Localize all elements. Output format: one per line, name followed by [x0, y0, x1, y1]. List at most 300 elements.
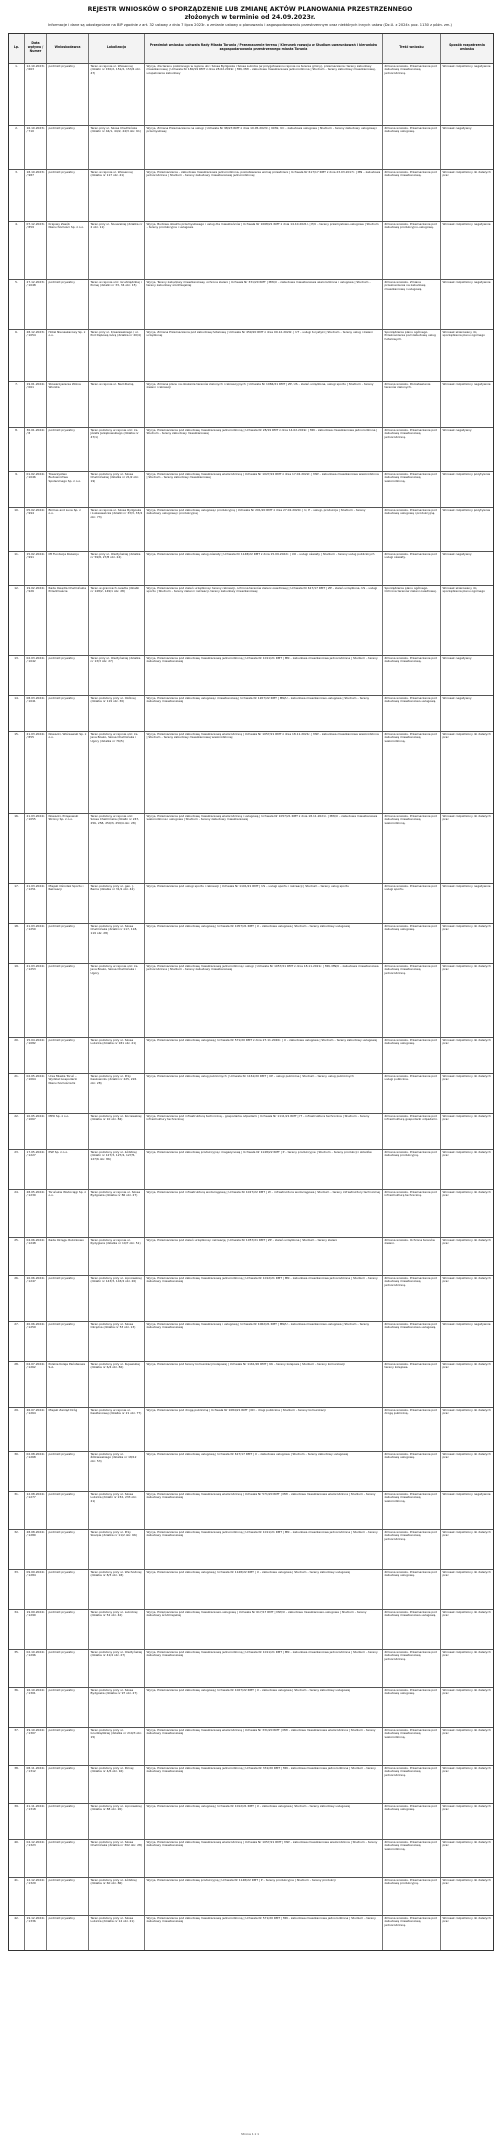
- cell-content: Wyrys, Przeznaczenie pod zabudowę usługową | Uchwała Nr 571/20 RMT z dnia 27.11.2020r. | U – zabudowa usługowa | Studium – tereny zabudowy usługowej: [145, 1038, 383, 1073]
- cell-content: Wyrys, Przeznaczenie pod zabudowę mieszkaniową jednorodzinną i usługi | Uchwała Nr 1057/21 RMT z dnia 18.11.2021r. | MN, MN/U – zabudowa mieszkaniowa jednorodzinna | Studium – tereny zabudowy mieszkaniowej: [145, 964, 383, 1037]
- cell-answer: Zmiana wniosku. Przeznaczenie pod zabudowę produkcyjno-usługową.: [383, 222, 441, 279]
- cell-answer: Zmiana wniosku. Przeznaczenie pod zabudowę mieszkaniową wielorodzinną.: [383, 1492, 441, 1529]
- cell-date: 20.06.2024r. / 1259: [25, 1322, 47, 1361]
- cell-answer: Zmiana wniosku. Przeznaczenie pod zabudowę mieszkaniową wielorodzinną.: [383, 732, 441, 813]
- cell-lp: 19.: [9, 964, 25, 1037]
- cell-lp: 41.: [9, 1878, 25, 1915]
- table-row: [9, 656, 493, 696]
- cell-date: 05.02.2024r. / 994: [25, 508, 47, 551]
- cell-lp: 14.: [9, 696, 25, 731]
- cell-content: Wyrys, Przeznaczenie pod zabudowę usługową | Uchwała Nr 1012/21 RMT | U – zabudowa usługowa | Studium – tereny zabudowy usługowej: [145, 1804, 383, 1839]
- cell-applicant: podmiot prywatny: [47, 126, 89, 169]
- cell-location: Teren w rejonie ul. Szosa Bydgoska i Łukasiewicza (działki nr 33/3, 33/4 obr. 73): [89, 508, 145, 551]
- cell-answer: Sporządzenie planu ogólnego. Ochrona terenów zieleni osiedlowej.: [383, 586, 441, 655]
- cell-method: Wniosek rozpatrzony negatywnie: [442, 63, 491, 68]
- table-row: [9, 586, 493, 656]
- cell-answer: Zmiana wniosku. Przeznaczenie pod zabudowę usługową.: [383, 1570, 441, 1609]
- cell-location: Teren położony w rejonie ulic: ks. Jana Bosko, Szosa Chełmińska i Ugory: [89, 964, 145, 1037]
- cell-location: Teren w granicach osiedla (działki nr 148/2, 149/1 obr. 28): [89, 586, 145, 655]
- table-row: [9, 1074, 493, 1114]
- cell-location: Teren położony w rejonie ul. Rydygiera (działka nr 10/7 obr. 51): [89, 1238, 145, 1275]
- cell-answer: Zmiana wniosku. Przeznaczenie pod zabudowę mieszkaniową jednorodzinną.: [383, 64, 441, 125]
- document-header: [8, 6, 492, 28]
- cell-content: Wyrys, Przeznaczenie pod zabudowę mieszkaniową wielorodzinną | Uchwała Nr 331/20 RMT | MW – zabudowa mieszkaniowa wielorodzinna | Studium – tereny zabudowy mieszkaniowej: [145, 1728, 383, 1765]
- cell-location: Teren położony przy ul. Łódzkiej (działka nr 60 obr. 86): [89, 1878, 145, 1915]
- cell-lp: 8.: [9, 428, 25, 471]
- cell-answer: Zmiana wniosku. Przeznaczenie pod zabudowę mieszkaniową jednorodzinną.: [383, 1766, 441, 1803]
- cell-date: 02.05.2024r. / 1064: [25, 1074, 47, 1113]
- cell-answer: Zmiana wniosku. Ochrona terenów zieleni.: [383, 1238, 441, 1275]
- cell-location: Teren położony przy ul. gen. J. Bema (działka nr 31/1 obr. 42): [89, 884, 145, 923]
- cell-date: 19.01.2024r. / 061: [25, 382, 47, 427]
- cell-applicant: podmiot prywatny: [47, 280, 89, 329]
- cell-answer: Zmiana wniosku. Przeznaczenie pod zabudowę mieszkaniową jednorodzinną.: [383, 964, 441, 1037]
- cell-content: Wyrys, Przeznaczenie – zabudowa mieszkaniowa jednorodzinna, pozostawienie wolnej przestrzeni | Uchwała Nr 617/17 RMT z dnia 23.03.2017r. | MN – zabudowa jednorodzinna | Studium – tereny zabudowy mieszkaniowej jednorodzinnej: [145, 170, 383, 221]
- cell-lp: 11.: [9, 552, 25, 585]
- table-row: [9, 222, 493, 280]
- cell-method: Wniosek rozpatrzony do dalszych prac: [442, 1877, 491, 1886]
- cell-applicant: podmiot prywatny: [47, 1728, 89, 1765]
- table-row: [9, 814, 493, 884]
- cell-method: Wniosek rozpatrzony do dalszych prac: [442, 1529, 491, 1538]
- cell-content: Wyrys, Przeznaczenie pod zabudowę mieszkaniową jednorodzinną | Uchwała Nr 1011/21 RMT | MN – zabudowa mieszkaniowa jednorodzinna | Studium – tereny zabudowy mieszkaniowej: [145, 1530, 383, 1569]
- cell-location: Teren położony przy ul. Olsztyńskiej (działka nr 41/4 obr. 27): [89, 1650, 145, 1687]
- cell-date: 16.10.2023r. / 710: [25, 126, 47, 169]
- cell-applicant: Miejski Ośrodek Sportu i Rekreacji: [47, 884, 89, 923]
- cell-date: 21.03.2024r. / 1253: [25, 964, 47, 1037]
- cell-applicant: MPO Sp. z o.o.: [47, 1114, 89, 1149]
- cell-answer: Zmiana wniosku. Przeznaczenie pod zabudowę usługową.: [383, 1804, 441, 1839]
- cell-method: Wniosek negatywny: [442, 655, 472, 660]
- cell-content: Wyrys, Przeznaczenie pod zabudowę usługową i mieszkaniową | Uchwała Nr 1207/22 RMT | MN/U – zabudowa mieszkaniowo-usługowa | Studium – tereny zabudowy mieszkaniowej: [145, 696, 383, 731]
- cell-answer: Zmiana wniosku. Przeznaczenie pod zabudowę mieszkaniową jednorodzinną.: [383, 428, 441, 471]
- cell-location: Teren położony przy ul. Szosa Lubicka (działka nr 181 obr. 21): [89, 1038, 145, 1073]
- cell-answer: Zmiana wniosku. Przeznaczenie pod usługi sportu.: [383, 884, 441, 923]
- cell-content: Wyrys, Przeznaczenie pod zabudowę usługową | Uchwała Nr 1148/22 RMT | U – zabudowa usługowa | Studium – tereny zabudowy usługowej: [145, 1570, 383, 1609]
- cell-location: Teren przy ul. Kraszewskiego / ul. Pod Dębową Górą (działka nr 20/4): [89, 330, 145, 381]
- cell-location: Teren położony przy ul. Szosa Chełmińska (działka nr 302 obr. 28): [89, 1840, 145, 1877]
- cell-location: Teren położony przy ul. Przy Kaszowniku (działki nr 225, 226 obr. 28): [89, 1074, 145, 1113]
- cell-applicant: podmiot prywatny: [47, 964, 89, 1037]
- table-row: [9, 472, 493, 508]
- cell-location: Teren położony przy ul. Wschodniej (działka nr 8/3 obr. 18): [89, 1570, 145, 1609]
- cell-method: Wniosek rozpatrzony do dalszych prac: [442, 1839, 491, 1848]
- cell-applicant: podmiot prywatny: [47, 1530, 89, 1569]
- cell-date: 21.03.2024r. / 855: [25, 732, 47, 813]
- cell-method: Wniosek rozpatrzony negatywnie: [442, 1491, 491, 1496]
- cell-answer: Zmiana wniosku. Przeznaczenie pod zabudowę produkcyjną.: [383, 1150, 441, 1189]
- table-row: [9, 1840, 493, 1878]
- cell-location: Teren położony przy ul. Przy Skarpie (działka nr 11/2 obr. 66): [89, 1530, 145, 1569]
- cell-date: 21.03.2024r. / 1250: [25, 924, 47, 963]
- cell-content: Wyrys, Przeznaczenie pod zabudowę mieszkaniową wielorodzinną | Uchwała Nr 571/20 RMT | MW – zabudowa mieszkaniowa wielorodzinna | Studium – tereny zabudowy mieszkaniowej: [145, 1492, 383, 1529]
- cell-lp: 23.: [9, 1150, 25, 1189]
- cell-lp: 10.: [9, 508, 25, 551]
- cell-applicant: Towarzystwo Budownictwa Społecznego Sp. z o.o.: [47, 472, 89, 507]
- cell-lp: 29.: [9, 1408, 25, 1451]
- cell-content: Wyrys, Przeznaczenie pod tereny komunikacji kolejowej | Uchwała Nr 1161/20 RMT | KK – tereny kolejowe | Studium – tereny komunikacji: [145, 1362, 383, 1407]
- cell-content: Wyrys, Przeznaczenie pod zabudowę mieszkaniową jednorodzinną | Uchwała Nr 571/20 RMT | MN – zabudowa mieszkaniowa jednorodzinna | Studium – tereny zabudowy mieszkaniowej: [145, 1916, 383, 1950]
- cell-lp: 13.: [9, 656, 25, 695]
- cell-lp: 4.: [9, 222, 25, 279]
- cell-answer: Zmiana wniosku. Przeznaczenie pod zabudowę mieszkaniową.: [383, 170, 441, 221]
- cell-date: 10.05.2024r. / 1067: [25, 1114, 47, 1149]
- cell-lp: 40.: [9, 1840, 25, 1877]
- table-row: [9, 428, 493, 472]
- table-row: [9, 1804, 493, 1840]
- cell-method: Wniosek rozpatrzony do dalszych prac: [442, 1149, 491, 1158]
- cell-date: 02.10.2024r. / 1296: [25, 1650, 47, 1687]
- cell-date: 04.12.2024r. / 1323: [25, 1840, 47, 1877]
- cell-date: 07.12.2023r. / 859: [25, 222, 47, 279]
- cell-applicant: podmiot prywatny: [47, 64, 89, 125]
- cell-method: Wniosek skierowany do sporządzenia planu ogólnego: [442, 329, 485, 338]
- cell-location: Teren w rejonie ulic: Grudziądzkiej i Polnej (działki nr 33, 34 obr. 15): [89, 280, 145, 329]
- cell-content: Wyrys, Przeznaczenie pod zabudowę produkcyjną | Uchwała Nr 1148/22 RMT | P – tereny produkcyjne | Studium – tereny produkcji: [145, 1878, 383, 1915]
- cell-location: Teren położony przy ul. Łódzkiej (działki nr 127/3, 127/4, 127/5, 127/6 obr. 86): [89, 1150, 145, 1189]
- table-row: [9, 1276, 493, 1322]
- cell-content: Wyrys, Przeznaczenie pod zabudowę usługową | Uchwała Nr 1027/22 RMT | U – zabudowa usługowa | Studium – tereny zabudowy usługowej: [145, 1688, 383, 1727]
- cell-date: 10.06.2024r. / 1247: [25, 1276, 47, 1321]
- cell-lp: 32.: [9, 1530, 25, 1569]
- cell-applicant: Polskie Koleje Państwowe S.A.: [47, 1362, 89, 1407]
- cell-location: Teren położony przy ul. Lipnowskiej (działka nr 88 obr. 20): [89, 1804, 145, 1839]
- cell-date: 12.08.2024r. / 1277: [25, 1492, 47, 1529]
- cell-lp: 28.: [9, 1362, 25, 1407]
- cell-lp: 20.: [9, 1038, 25, 1073]
- cell-applicant: podmiot prywatny: [47, 656, 89, 695]
- cell-lp: 42.: [9, 1916, 25, 1950]
- table-row: [9, 964, 493, 1038]
- cell-date: 27.12.2023r. / 1048: [25, 280, 47, 329]
- cell-location: Teren przy ul. Szosa Chełmińska (działki nr 44/1, 44/2, 44/3 obr. 61): [89, 126, 145, 169]
- cell-lp: 25.: [9, 1238, 25, 1275]
- cell-answer: Zmiana wniosku. Zmiana przeznaczenia na zabudowę mieszkaniową i usługową.: [383, 280, 441, 329]
- cell-applicant: Birmes and Lune Sp. z o.o.: [47, 508, 89, 551]
- cell-answer: Zmiana wniosku. Przeznaczenie pod zabudowę usługową.: [383, 924, 441, 963]
- cell-date: 28.12.2023r. / 1054: [25, 330, 47, 381]
- cell-date: 26.07.2024r. / 1264: [25, 1408, 47, 1451]
- table-row: [9, 1492, 493, 1530]
- cell-method: Wniosek rozpatrzony do dalszych prac: [442, 1451, 491, 1460]
- table-row: [9, 1878, 493, 1916]
- cell-applicant: podmiot prywatny: [47, 1610, 89, 1649]
- cell-date: 16.10.2024r. / 1301: [25, 1688, 47, 1727]
- cell-date: 09.09.2024r. / 1284: [25, 1570, 47, 1609]
- table-row: [9, 280, 493, 330]
- cell-content: Wyrys, Przeznaczenie pod zabudowę mieszkaniową wielorodzinną i usługową | Uchwała Nr 1057/21 RMT z dnia 18.11.2021r. | MW/U – zabudowa mieszkaniowa wielorodzinna i usługowa | Studium – tereny zabudowy mieszkaniowej: [145, 814, 383, 883]
- column-header-lp: Lp.: [9, 34, 25, 63]
- table-row: [9, 924, 493, 964]
- cell-location: Teren położony w rejonie ul. Kasztanowej (działka nr 21 obr. 77): [89, 1408, 145, 1451]
- cell-method: Wniosek rozpatrzony do dalszych prac: [442, 1687, 491, 1696]
- cell-applicant: podmiot prywatny: [47, 1766, 89, 1803]
- table-row: [9, 1322, 493, 1362]
- cell-location: Teren położony w rejonie ul. Szosa Bydgoska (działka nr 86 obr. 27): [89, 1190, 145, 1237]
- cell-method: Wniosek rozpatrzony do dalszych prac: [442, 1649, 491, 1658]
- cell-location: Teren w rejonie ul. Nad Zielną: [89, 382, 145, 427]
- cell-answer: Zmiana wniosku. Pozostawienie terenów zielonych.: [383, 382, 441, 427]
- column-header-date: Data wpływu / Numer: [25, 34, 47, 63]
- cell-location: Teren położony przy ul. Lipnowskiej (działki nr 143/3, 143/4 obr. 20): [89, 1276, 145, 1321]
- cell-location: Teren położony przy ul. Kociewskiej (działka nr 10 obr. 84): [89, 1114, 145, 1149]
- table-row: [9, 1190, 493, 1238]
- cell-applicant: podmiot prywatny: [47, 924, 89, 963]
- cell-applicant: podmiot prywatny: [47, 1878, 89, 1915]
- table-row: [9, 1362, 493, 1408]
- cell-lp: 17.: [9, 884, 25, 923]
- table-row: [9, 696, 493, 732]
- cell-applicant: podmiot prywatny: [47, 1916, 89, 1950]
- cell-lp: 33.: [9, 1570, 25, 1609]
- cell-method: Wniosek rozpatrzony do dalszych prac: [442, 1569, 491, 1578]
- cell-applicant: podmiot prywatny: [47, 428, 89, 471]
- cell-date: 12.12.2024r. / 1329: [25, 1878, 47, 1915]
- cell-location: Teren położony przy ul. Lubickiej (działka nr 52 obr. 42): [89, 1610, 145, 1649]
- cell-location: Teren położony przy ul. Szosa Okrężna (działka nr 53 obr. 13): [89, 1322, 145, 1361]
- cell-method: Wniosek rozpatrzony do dalszych prac: [442, 1609, 491, 1618]
- cell-answer: Zmiana wniosku. Przeznaczenie pod zabudowę mieszkaniową wielorodzinną.: [383, 814, 441, 883]
- cell-method: Wniosek rozpatrzony do dalszych prac: [442, 1407, 491, 1416]
- cell-applicant: Miejski Zarząd Dróg: [47, 1408, 89, 1451]
- table-row: [9, 1114, 493, 1150]
- cell-lp: 24.: [9, 1190, 25, 1237]
- cell-applicant: podmiot prywatny: [47, 1038, 89, 1073]
- column-header-method: Sposób rozpatrzenia wniosku: [449, 43, 485, 52]
- cell-method: Wniosek rozpatrzony pozytywnie: [442, 507, 491, 512]
- cell-method: Wniosek rozpatrzony do dalszych prac: [442, 1765, 491, 1774]
- cell-applicant: podmiot prywatny: [47, 1276, 89, 1321]
- cell-content: Wyrys, Przeznaczenie pod zabudowę mieszkaniową jednorodzinną | Uchwała Nr 1012/21 RMT | MN – zabudowa mieszkaniowa jednorodzinna | Studium – tereny zabudowy mieszkaniowej: [145, 1276, 383, 1321]
- cell-lp: 5.: [9, 280, 25, 329]
- cell-applicant: Rada Okręgu Rubinkowo: [47, 1238, 89, 1275]
- cell-date: 04.06.2024r. / 1248: [25, 1238, 47, 1275]
- cell-date: 02.08.2024r. / 1268: [25, 1452, 47, 1491]
- cell-method: Wniosek rozpatrzony pozytywnie: [442, 471, 491, 476]
- cell-applicant: Rada Osiedla Chełmińskie Przedmieście: [47, 586, 89, 655]
- cell-location: Teren położony w rejonie ulic: ks. Józefa Jarzębowskiego (działka nr 47/1): [89, 428, 145, 471]
- cell-applicant: Nowacki, Przęsowski Stroiny Sp. z o.o.: [47, 814, 89, 883]
- cell-lp: 9.: [9, 472, 25, 507]
- cell-applicant: podmiot prywatny: [47, 1322, 89, 1361]
- cell-location: Teren położony przy ul. Kujawskiej (działka nr 6/4 obr. 82): [89, 1362, 145, 1407]
- cell-content: Wyrys, Zmiana Przeznaczenia na usługi | Uchwała Nr 98/23 RMT z dnia 10.05.2023r. | KDW, UC – zabudowa usługowa | Studium – tereny zabudowy usługowej i przemysłowej: [145, 126, 383, 169]
- cell-applicant: Krajowy Zasób Nieruchomości Sp. z o.o.: [47, 222, 89, 279]
- cell-method: Wniosek rozpatrzony do dalszych prac: [442, 1189, 491, 1198]
- cell-location: Teren położony przy ul. Szosa Chełmińska (działki nr 117, 118, 119 obr. 28): [89, 924, 145, 963]
- cell-content: Wyrys, Przeznaczenie pod zabudowę usługową | Uchwała Nr 1057/21 RMT | U – zabudowa usługowa | Studium – tereny zabudowy usługowej: [145, 924, 383, 963]
- cell-applicant: Mt Fundacja Rozwoju: [47, 552, 89, 585]
- cell-method: Wniosek rozpatrzony do dalszych prac: [442, 1113, 491, 1122]
- cell-method: Wniosek rozpatrzony do dalszych prac: [442, 731, 491, 740]
- cell-location: Teren przy ul. Ślusarskiej (działka nr 2 obr. 11): [89, 222, 145, 279]
- cell-answer: Zmiana wniosku. Przeznaczenie pod zabudowę mieszkaniową jednorodzinną.: [383, 1650, 441, 1687]
- cell-answer: Zmiana wniosku. Przeznaczenie pod zabudowę mieszkaniową wielorodzinną.: [383, 1840, 441, 1877]
- cell-date: 04.07.2024r. / 1262: [25, 1362, 47, 1407]
- cell-content: Wyrys, Przeznaczenie pod zabudowę mieszkaniową jednorodzinną | Uchwała Nr 1011/21 RMT | MN – zabudowa mieszkaniowa jednorodzinna | Studium – tereny zabudowy mieszkaniowej: [145, 1650, 383, 1687]
- cell-method: Wniosek rozpatrzony do dalszych prac: [442, 1037, 491, 1046]
- cell-location: Teren położony w rejonie ulic: ks. Jana Bosko, Szosa Chełmińska i Ugory (działka nr 76/5): [89, 732, 145, 813]
- table-row: [9, 552, 493, 586]
- cell-answer: Sporządzenie planu ogólnego. Przeznaczenie pod zabudowę usług hotelowych.: [383, 330, 441, 381]
- cell-location: Teren przy ul. Olsztyńskiej (działka nr 59/8, 27/8 obr. 24): [89, 552, 145, 585]
- cell-applicant: Nowacki, Wiśniewski Sp. z o.o.: [47, 732, 89, 813]
- cell-method: Wniosek rozpatrzony do dalszych prac: [442, 1361, 491, 1370]
- cell-lp: 7.: [9, 382, 25, 427]
- cell-applicant: Hotel Nienaskarowy Sp. z o.o.: [47, 330, 89, 381]
- cell-content: Wyrys, Przeznaczenie pod infrastrukturę wodociągową | Uchwała Nr 1027/22 RMT | W – infrastruktura wodociągowa | Studium – tereny infrastruktury technicznej: [145, 1190, 383, 1237]
- table-row: [9, 170, 493, 222]
- cell-applicant: Stowarzyszenie Wolna Wiorsta: [47, 382, 89, 427]
- cell-method: Wniosek rozpatrzony do dalszych prac: [442, 1727, 491, 1736]
- cell-date: 21.11.2024r. / 1318: [25, 1804, 47, 1839]
- cell-content: Wyrys, Przeznaczenie pod zabudowę mieszkaniową jednorodzinną | Uchwała Nr 331/20 RMT | MN – zabudowa mieszkaniowa jednorodzinna | Studium – tereny zabudowy mieszkaniowej: [145, 1766, 383, 1803]
- cell-applicant: podmiot prywatny: [47, 170, 89, 221]
- cell-location: Teren położony przy ul. Polnej (działka nr 4/6 obr. 16): [89, 1766, 145, 1803]
- cell-answer: Zmiana wniosku. Przeznaczenie pod zabudowę mieszkaniowo-usługową.: [383, 1322, 441, 1361]
- cell-content: Wyrys, Przeznaczenie pod zabudowę mieszkaniową jednorodzinną | Uchwała Nr 28/19 RMT z dnia 14.02.2019r. | MN – zabudowa mieszkaniowa jednorodzinna | Studium – tereny zabudowy mieszkaniowej: [145, 428, 383, 471]
- cell-answer: Zmiana wniosku. Przeznaczenie pod zabudowę usługową.: [383, 1452, 441, 1491]
- cell-content: Wyrys, Przeznaczenie pod zabudowę mieszkaniową jednorodzinną | Uchwała Nr 1011/21 RMT | MN – zabudowa mieszkaniowa jednorodzinna | Studium – tereny zabudowy mieszkaniowej: [145, 656, 383, 695]
- table-row: [9, 1452, 493, 1492]
- cell-answer: Zmiana wniosku. Przeznaczenie pod zabudowę mieszkaniową wielorodzinną.: [383, 472, 441, 507]
- cell-answer: Zmiana wniosku. Przeznaczenie pod zabudowę produkcyjną.: [383, 1878, 441, 1915]
- cell-method: Wniosek rozpatrzony do dalszych prac: [442, 1803, 491, 1812]
- page-footer: Strona 1 z 1: [240, 2132, 260, 2136]
- cell-lp: 34.: [9, 1610, 25, 1649]
- cell-method: Wniosek negatywny: [442, 125, 472, 130]
- cell-lp: 18.: [9, 924, 25, 963]
- cell-method: Wniosek rozpatrzony negatywnie: [442, 279, 491, 284]
- cell-date: 21.03.2024r. / 1055: [25, 814, 47, 883]
- cell-answer: Zmiana wniosku. Przeznaczenie pod zabudowę usługową.: [383, 126, 441, 169]
- cell-answer: Zmiana wniosku. Przeznaczenie pod infrastrukturę techniczną.: [383, 1190, 441, 1237]
- document-title: REJESTR WNIOSKÓW O SPORZĄDZENIE LUB ZMIANĘ AKTÓW PLANOWANIA PRZESTRZENNEGO: [87, 6, 413, 13]
- cell-answer: Zmiana wniosku. Przeznaczenie pod usługi publiczne.: [383, 1074, 441, 1113]
- table-row: [9, 330, 493, 382]
- cell-date: 30.01.2024r. / 8: [25, 428, 47, 471]
- cell-method: Wniosek rozpatrzony do dalszych prac: [442, 1275, 491, 1284]
- cell-answer: Zmiana wniosku. Przeznaczenie pod zabudowę mieszkaniową wielorodzinną.: [383, 1728, 441, 1765]
- cell-answer: Zmiana wniosku. Przeznaczenie pod zabudowę usługową i produkcyjną.: [383, 508, 441, 551]
- cell-date: 12.10.2023r. / 663: [25, 64, 47, 125]
- cell-answer: Zmiana wniosku. Przeznaczenie pod zabudowę mieszkaniową jednorodzinną.: [383, 1276, 441, 1321]
- cell-method: Wniosek rozpatrzony negatywnie: [442, 1321, 491, 1326]
- cell-applicant: Unia Miasta Toruń – Wydział Gospodarki Nieruchomościami: [47, 1074, 89, 1113]
- cell-date: 15.04.2024r. / 1082: [25, 1038, 47, 1073]
- table-row: [9, 508, 493, 552]
- cell-applicant: Toruńskie Wodociągi Sp. z o.o.: [47, 1190, 89, 1237]
- table-row: [9, 1728, 493, 1766]
- cell-applicant: podmiot prywatny: [47, 1570, 89, 1609]
- register-table: [8, 33, 494, 1951]
- cell-method: Wniosek rozpatrzony do dalszych prac: [442, 1237, 491, 1246]
- cell-location: Teren w rejonie ul. Wiosennej (działka nr 117 obr. 41): [89, 170, 145, 221]
- cell-lp: 31.: [9, 1492, 25, 1529]
- cell-lp: 26.: [9, 1276, 25, 1321]
- cell-lp: 1.: [9, 64, 25, 125]
- cell-answer: Zmiana wniosku. Przeznaczenie pod zabudowę usługową.: [383, 1688, 441, 1727]
- cell-lp: 6.: [9, 330, 25, 381]
- cell-date: 08.11.2024r. / 1312: [25, 1766, 47, 1803]
- column-header-applicant: Wnioskodawca: [47, 34, 89, 63]
- cell-method: Wniosek rozpatrzony do dalszych prac: [442, 923, 491, 932]
- table-row: [9, 1238, 493, 1276]
- cell-content: Wyrys, Przeznaczenie pod zabudowę usługową i produkcyjną | Uchwała Nr 201/20 RMT z dnia 27.02.2020r. | U, P – usługi, produkcja | Studium – tereny zabudowy usługowej i produkcyjnej: [145, 508, 383, 551]
- cell-location: Teren w rejonie ul. Wiosennej (działki nr 150/2, 151/2, 153/4 obr. 47): [89, 64, 145, 125]
- cell-date: 15.02.2024r. / 991: [25, 552, 47, 585]
- cell-method: Wniosek negatywny: [442, 695, 472, 700]
- cell-answer: Zmiana wniosku. Przeznaczenie pod zabudowę usługową.: [383, 1038, 441, 1073]
- column-header-location: Lokalizacja: [89, 34, 145, 63]
- cell-location: Teren położony przy ul. Szosa Lubicka (działka nr 14 obr. 21): [89, 1916, 145, 1950]
- cell-method: Wniosek rozpatrzony do dalszych prac: [442, 1915, 491, 1924]
- cell-method: Wniosek negatywny: [442, 551, 472, 556]
- cell-answer: Zmiana wniosku. Przeznaczenie pod zabudowę mieszkaniową jednorodzinną.: [383, 1530, 441, 1569]
- cell-lp: 39.: [9, 1804, 25, 1839]
- cell-lp: 16.: [9, 814, 25, 883]
- table-row: [9, 1530, 493, 1570]
- cell-answer: Zmiana wniosku. Przeznaczenie pod usługi oświaty.: [383, 552, 441, 585]
- table-row: [9, 64, 493, 126]
- cell-applicant: podmiot prywatny: [47, 1650, 89, 1687]
- cell-answer: Zmiana wniosku. Przeznaczenie pod drogę publiczną.: [383, 1408, 441, 1451]
- cell-date: 18.10.2023r. / 987: [25, 170, 47, 221]
- cell-content: Wyrys, Przeznaczenie pod usługi sportu i rekreacji | Uchwała Nr 1101/21 RMT | US – usługi sportu i rekreacji | Studium – tereny usług sportu: [145, 884, 383, 923]
- cell-lp: 36.: [9, 1688, 25, 1727]
- cell-content: Wyrys, Przeznaczenie pod zabudowę mieszkaniową wielorodzinną | Uchwała Nr 1057/21 RMT | MW – zabudowa mieszkaniowa wielorodzinna | Studium – tereny zabudowy mieszkaniowej: [145, 1840, 383, 1877]
- cell-content: Wyrys, Przeznaczenie pod zabudowę usługową | Uchwała Nr 617/17 RMT | U – zabudowa usługowa | Studium – tereny zabudowy usługowej: [145, 1452, 383, 1491]
- cell-applicant: podmiot prywatny: [47, 1804, 89, 1839]
- cell-method: Wniosek rozpatrzony do dalszych prac: [442, 813, 491, 822]
- table-row: [9, 884, 493, 924]
- table-row: [9, 1916, 493, 1950]
- cell-applicant: podmiot prywatny: [47, 1492, 89, 1529]
- cell-answer: Zmiana wniosku. Przeznaczenie pod zabudowę mieszkaniowo-usługową.: [383, 1610, 441, 1649]
- cell-applicant: podmiot prywatny: [47, 1452, 89, 1491]
- cell-lp: 2.: [9, 126, 25, 169]
- table-row: [9, 1408, 493, 1452]
- cell-lp: 12.: [9, 586, 25, 655]
- cell-lp: 22.: [9, 1114, 25, 1149]
- cell-content: Wyrys, Przeznaczenie pod zabudowę produkcyjną i magazynową | Uchwała Nr 1148/22 RMT | P – tereny produkcyjne | Studium – tereny produkcji i składów: [145, 1150, 383, 1189]
- cell-answer: Zmiana wniosku. Przeznaczenie pod tereny kolejowe.: [383, 1362, 441, 1407]
- cell-content: Wyrys, Przeznaczenie pod zabudowę usług oświaty | Uchwała Nr 1148/22 RMT z dnia 15.09.2022r. | UO – usługi oświaty | Studium – tereny usług publicznych: [145, 552, 383, 585]
- cell-answer: Zmiana wniosku. Przeznaczenie pod zabudowę mieszkaniową.: [383, 656, 441, 695]
- cell-location: Teren położony przy ul. Szosa Chełmińskiej (działka nr 21/2 obr. 19): [89, 472, 145, 507]
- cell-applicant: podmiot prywatny: [47, 696, 89, 731]
- cell-location: Teren położony w rejonie ulic: Szosa Chełmińska (działki nr 247, 256, 258, 259/3, 259/4 obr. 28): [89, 814, 145, 883]
- cell-content: Wyrys, Przeznaczenie pod zabudowę mieszkaniową i usługową | Uchwała Nr 1062/21 RMT | MN/U – zabudowa mieszkaniowo-usługowa | Studium – tereny zabudowy mieszkaniowej: [145, 1322, 383, 1361]
- cell-content: Wyrys, Budowa obiektu przemysłowego i usług dla mieszkańców | Uchwała Nr 1068/21 RMT z dnia 14.10.2021r. | P/U – tereny przemysłowo-usługowe | Studium – tereny produkcyjne i usługowe: [145, 222, 383, 279]
- cell-applicant: PSP Sp. z o.o.: [47, 1150, 89, 1189]
- table-row: [9, 1570, 493, 1610]
- cell-location: Teren położony przy ul. Żółkiewskiego (działka nr 18/12 obr. 53): [89, 1452, 145, 1491]
- cell-answer: Zmiana wniosku. Przeznaczenie pod infrastrukturę gospodarki odpadami.: [383, 1114, 441, 1149]
- cell-method: Wniosek rozpatrzony do dalszych prac: [442, 169, 491, 178]
- cell-content: Wyrys, Zmiana Przeznaczenia pod zabudowę hotelową | Uchwała Nr 459/20 RMT z dnia 09.12.2020r. | UT – usługi turystyki | Studium – tereny usług i zieleni urządzonej: [145, 330, 383, 381]
- cell-location: Teren położony przy ul. Szosa Bydgoska (działka nr 97 obr. 27): [89, 1688, 145, 1727]
- cell-date: 19.12.2024r. / 1336: [25, 1916, 47, 1950]
- column-header-content: Przedmiot wniosku: uchwała Rady Miasta Torunia / Przeznaczenie terenu / Kierunek rozwoju w Studium uwarunkowań i kierunków zagospodarowania przestrzennego miasta Torunia: [145, 34, 383, 63]
- table-header-row: [9, 34, 493, 64]
- cell-location: Teren położony przy ul. Okólnej (działka nr 119 obr. 30): [89, 696, 145, 731]
- table-row: [9, 1688, 493, 1728]
- cell-location: Teren położony przy ul. Szosa Lubicka (działki nr 232, 233 obr. 21): [89, 1492, 145, 1529]
- cell-lp: 35.: [9, 1650, 25, 1687]
- table-row: [9, 126, 493, 170]
- cell-content: Wyrys, Przeznaczenie pod zabudowę usług publicznych | Uchwała Nr 1161/20 RMT | UP – usługi publiczne | Studium – tereny usług publicznych: [145, 1074, 383, 1113]
